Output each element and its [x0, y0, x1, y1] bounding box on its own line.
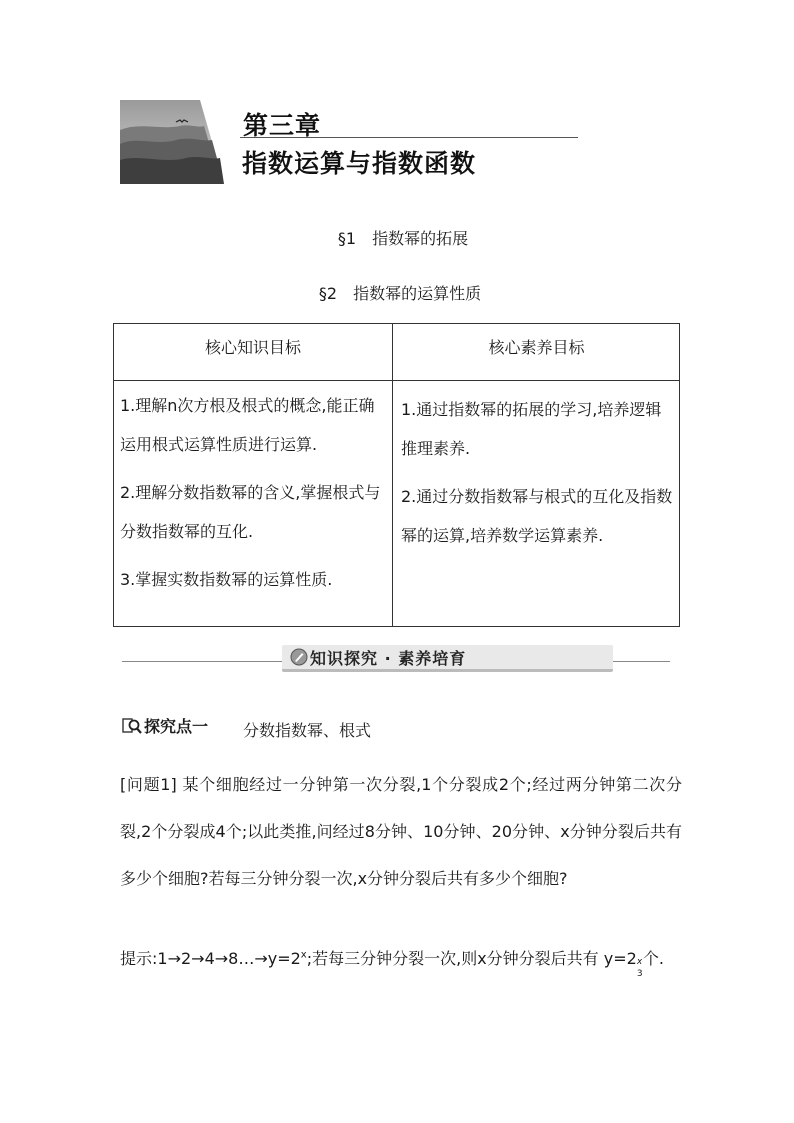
goals-table	[113, 323, 680, 627]
hint-text-2: ;若每三分钟分裂一次,则x分钟分裂后共有 y=2	[306, 949, 637, 968]
literacy-goals-header: 核心素养目标	[488, 338, 585, 357]
section-band	[122, 645, 670, 671]
fraction-denominator: 3	[636, 969, 643, 979]
literacy-goal-item: 2.通过分数指数幂与根式的互化及指数幂的运算,培养数学运算素养.	[401, 487, 673, 545]
hint-text-3: 个.	[642, 949, 664, 968]
pencil-badge-icon	[290, 648, 308, 666]
hint-paragraph	[120, 935, 682, 982]
explore-topic: 分数指数幂、根式	[243, 721, 372, 740]
landscape-image	[120, 100, 238, 184]
magnifier-icon	[122, 716, 142, 736]
section-heading-1: §1 指数幂的拓展	[337, 229, 469, 248]
question-paragraph: [问题1] 某个细胞经过一分钟第一次分裂,1个分裂成2个;经过两分钟第二次分裂,2个分裂成4个;以此类推,问经过8分钟、10分钟、20分钟、x分钟分裂后共有多少个细胞?若每三分钟分裂一次,x分钟分裂后共有多少个细胞?	[120, 775, 682, 888]
knowledge-goals-list	[120, 386, 390, 608]
knowledge-goal-item: 1.理解n次方根及根式的概念,能正确运用根式运算性质进行运算.	[120, 396, 375, 454]
chapter-banner	[120, 100, 590, 184]
literacy-goal-item: 1.通过指数幂的拓展的学习,培养逻辑推理素养.	[401, 400, 662, 458]
chapter-divider	[240, 137, 578, 138]
fraction-exponent	[636, 957, 643, 979]
chapter-title: 指数运算与指数函数	[242, 149, 477, 178]
section-heading-2: §2 指数幂的运算性质	[318, 284, 482, 303]
literacy-goals-list	[401, 390, 677, 564]
knowledge-goals-header: 核心知识目标	[204, 338, 301, 357]
hint-text-1: 提示:1→2→4→8…→y=2	[120, 949, 301, 968]
hint-exponent-1: x	[300, 949, 307, 961]
fraction-numerator: x	[636, 957, 643, 967]
explore-label: 探究点一	[144, 717, 209, 736]
chapter-label: 第三章	[243, 111, 322, 140]
band-title: 知识探究 · 素养培育	[310, 649, 467, 668]
knowledge-goal-item: 2.理解分数指数幂的含义,掌握根式与分数指数幂的互化.	[120, 483, 381, 541]
knowledge-goal-item: 3.掌握实数指数幂的运算性质.	[120, 570, 333, 589]
